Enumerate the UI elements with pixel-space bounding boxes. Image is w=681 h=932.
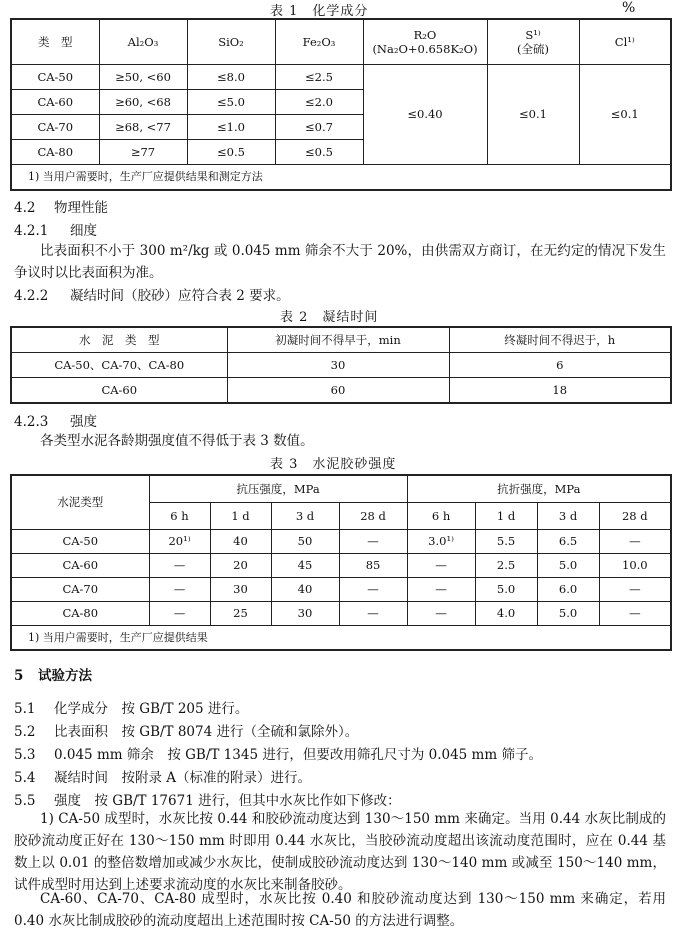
section-title: 强度 bbox=[70, 414, 97, 430]
table-note-row bbox=[11, 626, 671, 651]
section-number: 5.1 bbox=[14, 701, 36, 717]
cell-sio2: ≤8.0 bbox=[187, 65, 275, 90]
header-r2o-line1: R₂O bbox=[413, 27, 437, 42]
cell-value: 85 bbox=[339, 554, 407, 578]
cell-al2o3: ≥60, <68 bbox=[99, 90, 187, 115]
section-number: 5.2 bbox=[14, 724, 36, 740]
cell-value: — bbox=[599, 578, 671, 602]
cell-value: — bbox=[149, 554, 210, 578]
cell-type: CA-70 bbox=[11, 115, 99, 140]
cell-value: — bbox=[339, 530, 407, 554]
strength-method-paragraph-1: 1) CA-50 成型时，水灰比按 0.44 和胶砂流动度达到 130～150 mm 来确定。当用 0.44 水灰比制成的胶砂流动度正好在 130～150 mm 时即用 0.44 水灰比，当胶砂流动度超出该流动度范围时，应在 0.44 基数上以 0.01 的整倍数增加或减少水灰比，使制成胶砂流动度达到 130～140 mm 或减至 150～140 mm，试件成型时用达到上述要求流动度的水灰比来制备胶砂。 bbox=[14, 811, 666, 893]
section-5-2 bbox=[14, 720, 358, 740]
table-note-row bbox=[11, 165, 671, 191]
cell-value: 5.0 bbox=[475, 578, 537, 602]
cell-al2o3: ≥77 bbox=[99, 140, 187, 165]
section-title: 物理性能 bbox=[54, 200, 108, 216]
cell-value: 5.0 bbox=[537, 554, 599, 578]
cell-value: — bbox=[149, 578, 210, 602]
table-header-row bbox=[11, 475, 671, 503]
header-sio2: SiO₂ bbox=[187, 19, 275, 65]
cell-initial: 30 bbox=[227, 353, 449, 378]
section-title: 试验方法 bbox=[38, 668, 92, 684]
section-5-3 bbox=[14, 743, 542, 763]
cell-value: — bbox=[407, 554, 475, 578]
section-text: 化学成分 按 GB/T 205 进行。 bbox=[54, 701, 249, 717]
cell-value: — bbox=[599, 602, 671, 626]
section-number: 5.5 bbox=[14, 793, 36, 809]
section-4-2-2 bbox=[14, 284, 290, 304]
header-flexural: 抗折强度，MPa bbox=[407, 475, 671, 503]
section-number: 4.2.2 bbox=[14, 288, 49, 304]
cell-al2o3: ≥50, <60 bbox=[99, 65, 187, 90]
cell-fe2o3: ≤2.5 bbox=[275, 65, 363, 90]
cell-sio2: ≤5.0 bbox=[187, 90, 275, 115]
section-5-5 bbox=[14, 789, 401, 809]
fineness-paragraph: 比表面积不小于 300 m²/kg 或 0.045 mm 筛余不大于 20%，由供需双方商订，在无约定的情况下发生争议时以比表面积为准。 bbox=[14, 243, 666, 281]
table-row bbox=[11, 530, 671, 554]
cell-type: CA-80 bbox=[11, 602, 149, 626]
section-text: 0.045 mm 筛余 按 GB/T 1345 进行，但要改用筛孔尺寸为 0.045 mm 筛子。 bbox=[54, 747, 542, 763]
cell-al2o3: ≥68, <77 bbox=[99, 115, 187, 140]
section-number: 5.3 bbox=[14, 747, 36, 763]
table-row bbox=[11, 65, 671, 90]
header-age: 28 d bbox=[599, 503, 671, 530]
cell-value: — bbox=[149, 602, 210, 626]
cell-fe2o3: ≤0.5 bbox=[275, 140, 363, 165]
cell-value: 40 bbox=[210, 530, 271, 554]
header-fe2o3: Fe₂O₃ bbox=[275, 19, 363, 65]
cell-type: CA-80 bbox=[11, 140, 99, 165]
cell-value: 30 bbox=[271, 602, 339, 626]
cell-value: 3.0¹⁾ bbox=[407, 530, 475, 554]
section-text: 凝结时间 按附录 A（标准的附录）进行。 bbox=[54, 770, 312, 786]
cell-type: CA-60 bbox=[11, 90, 99, 115]
cell-fe2o3: ≤0.7 bbox=[275, 115, 363, 140]
header-s-line1: S¹⁾ bbox=[525, 27, 541, 42]
header-age: 1 d bbox=[210, 503, 271, 530]
table-row bbox=[11, 578, 671, 602]
cell-fe2o3: ≤2.0 bbox=[275, 90, 363, 115]
table1-unit: % bbox=[622, 0, 636, 16]
section-4-2-1 bbox=[14, 219, 97, 239]
chemical-composition-table bbox=[10, 18, 672, 191]
section-title: 细度 bbox=[70, 223, 97, 239]
section-text: 凝结时间（胶砂）应符合表 2 要求。 bbox=[70, 288, 290, 304]
cell-value: 20 bbox=[210, 554, 271, 578]
header-age: 6 h bbox=[149, 503, 210, 530]
setting-time-table bbox=[10, 326, 672, 404]
cell-value: 40 bbox=[271, 578, 339, 602]
header-age: 3 d bbox=[271, 503, 339, 530]
section-5-1 bbox=[14, 697, 248, 717]
cell-type: CA-60 bbox=[11, 554, 149, 578]
section-number: 4.2.1 bbox=[14, 223, 49, 239]
cell-value: 2.5 bbox=[475, 554, 537, 578]
cell-value: — bbox=[407, 602, 475, 626]
cell-value: — bbox=[339, 602, 407, 626]
table-header-row bbox=[11, 327, 671, 353]
strength-paragraph: 各类型水泥各龄期强度值不得低于表 3 数值。 bbox=[40, 433, 314, 449]
section-4-2 bbox=[14, 196, 108, 216]
cell-value: 6.0 bbox=[537, 578, 599, 602]
cell-type: CA-50 bbox=[11, 530, 149, 554]
cell-value: — bbox=[339, 578, 407, 602]
header-age: 1 d bbox=[475, 503, 537, 530]
section-number: 5.4 bbox=[14, 770, 36, 786]
header-s bbox=[487, 19, 579, 65]
cell-value: 45 bbox=[271, 554, 339, 578]
cell-r2o-value: ≤0.40 bbox=[363, 65, 487, 165]
cell-final: 6 bbox=[449, 353, 671, 378]
cell-final: 18 bbox=[449, 378, 671, 404]
header-final: 终凝时间不得迟于，h bbox=[449, 327, 671, 353]
mortar-strength-table bbox=[10, 474, 672, 651]
header-al2o3: Al₂O₃ bbox=[99, 19, 187, 65]
cell-cl-value: ≤0.1 bbox=[579, 65, 671, 165]
cell-value: 25 bbox=[210, 602, 271, 626]
header-type: 水 泥 类 型 bbox=[11, 327, 227, 353]
cell-value: 4.0 bbox=[475, 602, 537, 626]
header-type: 类 型 bbox=[11, 19, 99, 65]
cell-type: CA-50 bbox=[11, 65, 99, 90]
cell-value: 50 bbox=[271, 530, 339, 554]
cell-type: CA-50、CA-70、CA-80 bbox=[11, 353, 227, 378]
cell-type: CA-70 bbox=[11, 578, 149, 602]
section-text: 强度 按 GB/T 17671 进行，但其中水灰比作如下修改： bbox=[54, 793, 401, 809]
section-number: 5 bbox=[14, 668, 24, 684]
cell-initial: 60 bbox=[227, 378, 449, 404]
section-text: 比表面积 按 GB/T 8074 进行（全硫和氯除外）。 bbox=[54, 724, 359, 740]
table-row bbox=[11, 602, 671, 626]
table-row bbox=[11, 378, 671, 404]
cell-sio2: ≤1.0 bbox=[187, 115, 275, 140]
cell-s-value: ≤0.1 bbox=[487, 65, 579, 165]
header-type: 水泥类型 bbox=[11, 475, 149, 530]
header-r2o bbox=[363, 19, 487, 65]
section-5 bbox=[14, 664, 92, 684]
header-age: 28 d bbox=[339, 503, 407, 530]
table1-caption: 表 1 化学成分 bbox=[270, 4, 369, 19]
section-number: 4.2 bbox=[14, 200, 36, 216]
cell-value: 10.0 bbox=[599, 554, 671, 578]
table3-note: 1) 当用户需要时，生产厂应提供结果 bbox=[11, 626, 671, 651]
cell-value: 20¹⁾ bbox=[149, 530, 210, 554]
section-5-4 bbox=[14, 766, 311, 786]
header-r2o-line2: (Na₂O+0.658K₂O) bbox=[372, 42, 478, 56]
header-cl: Cl¹⁾ bbox=[579, 19, 671, 65]
cell-value: — bbox=[407, 578, 475, 602]
cell-value: 30 bbox=[210, 578, 271, 602]
header-s-line2: (全硫) bbox=[517, 42, 549, 56]
header-age: 6 h bbox=[407, 503, 475, 530]
table1-note: 1) 当用户需要时，生产厂应提供结果和测定方法 bbox=[11, 165, 671, 191]
table-header-row bbox=[11, 19, 671, 65]
cell-value: — bbox=[599, 530, 671, 554]
table3-caption: 表 3 水泥胶砂强度 bbox=[270, 457, 397, 472]
cell-sio2: ≤0.5 bbox=[187, 140, 275, 165]
header-compressive: 抗压强度，MPa bbox=[149, 475, 407, 503]
cell-value: 6.5 bbox=[537, 530, 599, 554]
table2-caption: 表 2 凝结时间 bbox=[280, 310, 379, 325]
header-initial: 初凝时间不得早于，min bbox=[227, 327, 449, 353]
strength-method-paragraph-2: CA-60、CA-70、CA-80 成型时，水灰比按 0.40 和胶砂流动度达到 130～150 mm 来确定，若用 0.40 水灰比制成胶砂的流动度超出上述范围时按 CA-50 的方法进行调整。 bbox=[14, 891, 666, 929]
table-row bbox=[11, 554, 671, 578]
section-4-2-3 bbox=[14, 410, 97, 430]
table-row bbox=[11, 353, 671, 378]
header-age: 3 d bbox=[537, 503, 599, 530]
cell-value: 5.0 bbox=[537, 602, 599, 626]
section-number: 4.2.3 bbox=[14, 414, 49, 430]
cell-value: 5.5 bbox=[475, 530, 537, 554]
cell-type: CA-60 bbox=[11, 378, 227, 404]
